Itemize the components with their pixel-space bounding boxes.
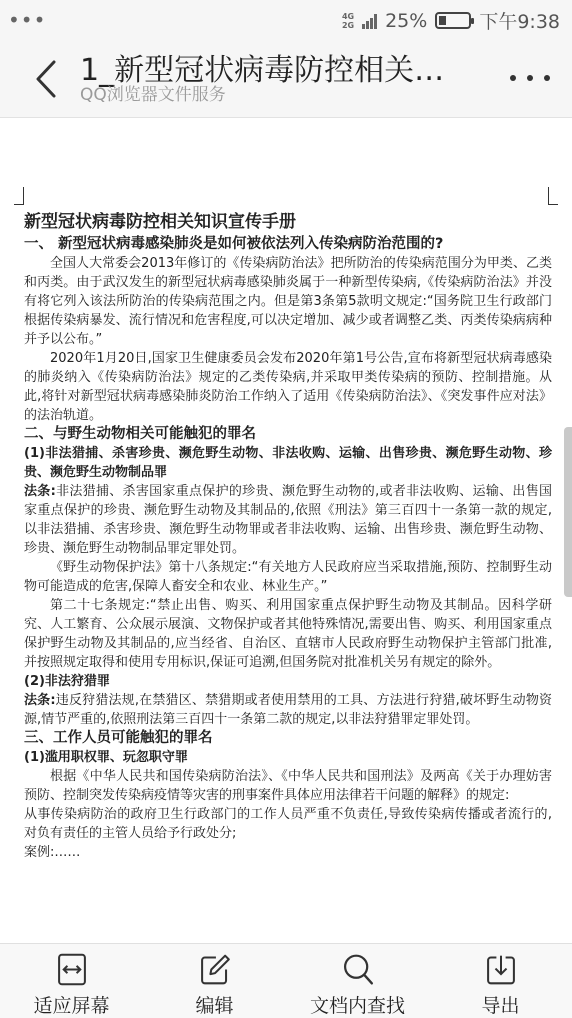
file-source: QQ浏览器文件服务 xyxy=(80,85,226,105)
section-heading: 三、工作人员可能触犯的罪名 xyxy=(24,730,213,746)
back-arrow-icon xyxy=(28,58,68,100)
scrollbar-handle[interactable] xyxy=(564,427,572,597)
paragraph: 第二十七条规定:“禁止出售、购买、利用国家重点保护野生动物及其制品。因科学研究、人工繁育、公众展示展演、文物保护或者其他特殊情况,需要出售、购买、利用国家重点保护野生动物及其制品的,应当经省、自治区、直辖市人民政府野生动物保护主管部门批准,并按照规定取得和使用专用标识,保证可追溯,但国务院对批准机关另有规定的除外。 xyxy=(24,598,552,670)
paragraph xyxy=(24,691,552,729)
page-corner-mark xyxy=(548,187,558,205)
network-4g-label: 4G xyxy=(341,11,355,21)
export-icon xyxy=(482,952,520,987)
export-label: 导出 xyxy=(481,995,520,1017)
edit-label: 编辑 xyxy=(195,995,234,1017)
paragraph: 2020年1月20日,国家卫生健康委员会发布2020年第1号公告,宣布将新型冠状病毒感染的肺炎纳入《传染病防治法》规定的乙类传染病,并采取甲类传染病的预防、控制措施。从此,将针对新型冠状病毒感染肺炎防治工作纳入了适用《传染病防治法》、《突发事件应对法》的法治轨道。 xyxy=(24,351,552,423)
network-type xyxy=(342,12,354,30)
bottom-toolbar xyxy=(0,943,572,1018)
section-heading: 二、与野生动物相关可能触犯的罪名 xyxy=(24,426,256,442)
find-in-document-button[interactable] xyxy=(286,944,429,1018)
find-label: 文档内查找 xyxy=(309,995,405,1017)
paragraph: 《野生动物保护法》第十八条规定:“有关地方人民政府应当采取措施,预防、控制野生动物可能造成的危害,保障人畜安全和农业、林业生产。” xyxy=(24,560,552,594)
section-heading: 一、 新型冠状病毒感染肺炎是如何被依法列入传染病防治范围的? xyxy=(24,236,444,252)
fit-screen-button[interactable] xyxy=(0,944,143,1018)
status-indicators xyxy=(342,7,560,34)
clock: 下午9:38 xyxy=(479,11,560,33)
file-title: 1_新型冠状病毒防控相关… xyxy=(80,53,445,88)
app-header xyxy=(0,40,572,118)
paragraph: 根据《中华人民共和国传染病防治法》、《中华人民共和国刑法》及两高《关于办理妨害预防、控制突发传染病疫情等灾害的刑事案件具体应用法律若干问题的解释》的规定: xyxy=(24,769,552,803)
signal-icon xyxy=(362,13,377,29)
battery-icon xyxy=(435,12,471,29)
back-button[interactable] xyxy=(28,58,68,100)
document-page xyxy=(24,213,552,862)
law-label: 法条: xyxy=(24,484,56,499)
page-corner-mark xyxy=(14,187,24,205)
more-dot xyxy=(527,75,533,81)
status-bar xyxy=(0,0,572,40)
fit-screen-icon xyxy=(53,952,91,987)
subsection-heading: (1)非法猎捕、杀害珍贵、濒危野生动物、非法收购、运输、出售珍贵、濒危野生动物、珍贵、濒危野生动物制品罪 xyxy=(24,446,552,480)
more-dot xyxy=(544,75,550,81)
law-text: 违反狩猎法规,在禁猎区、禁猎期或者使用禁用的工具、方法进行狩猎,破坏野生动物资源,情节严重的,依照刑法第三百四十一条第二款的规定,以非法狩猎罪定罪处罚。 xyxy=(24,693,553,727)
subsection-heading: (2)非法狩猎罪 xyxy=(24,674,110,689)
more-options-button[interactable] xyxy=(510,68,550,88)
paragraph: 全国人大常委会2013年修订的《传染病防治法》把所防治的传染病范围分为甲类、乙类和丙类。由于武汉发生的新型冠状病毒感染肺炎属于一种新型传染病,《传染病防治法》并没有将它列入该法所防治的传染病范围之内。但是第3条第5款明文规定:“国务院卫生行政部门根据传染病暴发、流行情况和危害程度,可以决定增加、减少或者调整乙类、丙类传染病病种并予以公布。” xyxy=(24,256,552,347)
paragraph: 案例:…… xyxy=(24,845,81,860)
network-2g-label: 2G xyxy=(341,20,355,30)
battery-percent: 25% xyxy=(385,9,428,32)
document-viewer[interactable] xyxy=(0,119,572,943)
law-text: 非法猎捕、杀害国家重点保护的珍贵、濒危野生动物的,或者非法收购、运输、出售国家重点保护的珍贵、濒危野生动物及其制品的,依照《刑法》第三百四十一条第一款的规定,以非法猎捕、杀害珍贵、濒危野生动物罪或者非法收购、运输、出售珍贵、濒危野生动物、珍贵、濒危野生动物制品罪定罪处罚。 xyxy=(24,484,553,556)
edit-icon xyxy=(196,952,234,987)
fit-screen-label: 适应屏幕 xyxy=(33,995,110,1017)
export-button[interactable] xyxy=(429,944,572,1018)
law-label: 法条: xyxy=(24,693,56,708)
more-dot xyxy=(510,75,516,81)
subsection-heading: (1)滥用职权罪、玩忽职守罪 xyxy=(24,750,188,765)
notification-dots: ••• xyxy=(8,8,47,32)
edit-button[interactable] xyxy=(143,944,286,1018)
document-title: 新型冠状病毒防控相关知识宣传手册 xyxy=(24,212,296,232)
paragraph: 从事传染病防治的政府卫生行政部门的工作人员严重不负责任,导致传染病传播或者流行的,对负有责任的主管人员给予行政处分; xyxy=(24,807,552,841)
paragraph xyxy=(24,482,552,558)
search-icon xyxy=(339,952,377,987)
battery-level xyxy=(439,16,446,25)
